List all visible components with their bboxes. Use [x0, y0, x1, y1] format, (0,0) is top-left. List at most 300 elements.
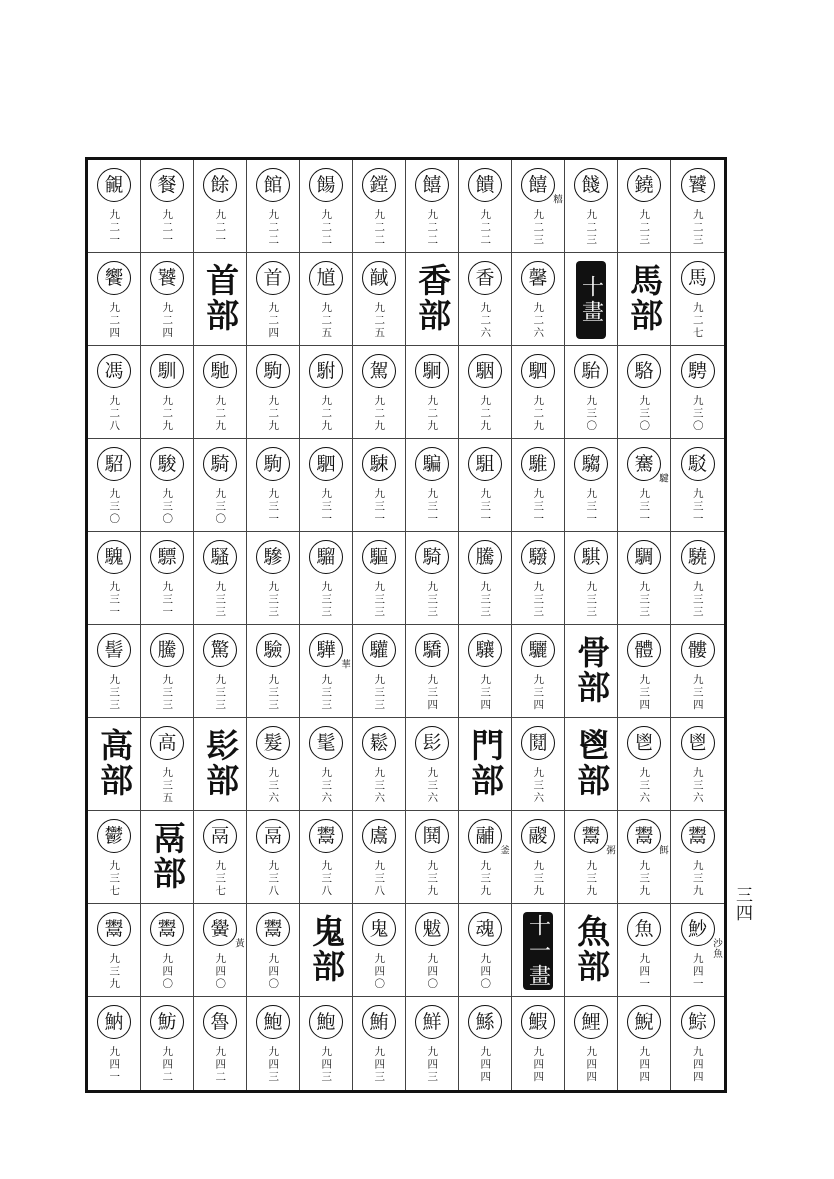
entry-page-code: 九二九	[373, 395, 386, 433]
entry-page-code: 九二九	[161, 395, 174, 433]
index-entry	[353, 997, 406, 1090]
entry-character: 鬯	[681, 726, 715, 760]
index-entry	[300, 532, 353, 625]
entry-page-code: 九三九	[585, 860, 598, 898]
index-entry	[353, 160, 406, 253]
entry-character: 覦	[97, 168, 131, 202]
entry-page-code: 九二九	[214, 395, 227, 433]
entry-page-code: 九二五	[373, 302, 386, 340]
index-entry	[618, 718, 671, 811]
stroke-count-marker	[565, 253, 618, 346]
entry-character: 駰	[468, 354, 502, 388]
entry-character: 鯮	[681, 1005, 715, 1039]
entry-page-code: 九四四	[585, 1046, 598, 1084]
entry-character: 髮	[256, 726, 290, 760]
index-grid	[88, 160, 724, 1090]
entry-page-code: 九二二	[320, 209, 333, 247]
index-entry	[671, 997, 724, 1090]
index-entry	[406, 625, 459, 718]
entry-character: 魦	[681, 912, 715, 946]
radical-header-text: 馬部	[625, 263, 665, 333]
index-entry	[88, 160, 141, 253]
entry-character: 館	[256, 168, 290, 202]
entry-character: 驗	[256, 633, 290, 667]
index-entry	[512, 160, 565, 253]
index-entry	[247, 718, 300, 811]
entry-character: 餘	[203, 168, 237, 202]
entry-character: 饎	[415, 168, 449, 202]
radical-header	[565, 625, 618, 718]
entry-character: 鏜	[362, 168, 396, 202]
index-entry	[459, 904, 512, 997]
entry-page-code: 九二六	[532, 302, 545, 340]
entry-character: 駿	[150, 447, 184, 481]
entry-page-code: 九三一	[479, 488, 492, 526]
entry-page-code: 九二三	[585, 209, 598, 247]
entry-page-code: 九三八	[320, 860, 333, 898]
index-entry	[141, 718, 194, 811]
index-entry	[618, 625, 671, 718]
index-entry	[300, 811, 353, 904]
entry-page-code: 九四一	[691, 953, 704, 991]
index-entry	[141, 625, 194, 718]
entry-page-code: 九四一	[108, 1046, 121, 1084]
index-entry	[141, 346, 194, 439]
index-entry	[247, 811, 300, 904]
entry-page-code: 九三七	[214, 860, 227, 898]
entry-page-code: 九三一	[585, 488, 598, 526]
entry-character: 騰	[150, 633, 184, 667]
entry-character: 駱	[627, 354, 661, 388]
entry-character: 鮑	[309, 1005, 343, 1039]
entry-character: 騶	[574, 447, 608, 481]
index-entry	[194, 904, 247, 997]
entry-character: 馮	[97, 354, 131, 388]
radical-header	[300, 904, 353, 997]
index-entry	[671, 439, 724, 532]
entry-page-code: 九三三	[267, 674, 280, 712]
entry-character: 騎	[415, 540, 449, 574]
index-entry	[406, 718, 459, 811]
radical-header-text: 髟部	[201, 728, 241, 798]
entry-character: 駉	[415, 354, 449, 388]
entry-page-code: 九三三	[320, 674, 333, 712]
entry-character: 鬻	[309, 819, 343, 853]
entry-character: 鬩	[521, 726, 555, 760]
entry-note: 沙魚	[711, 938, 722, 959]
entry-character: 餐	[150, 168, 184, 202]
radical-header-text: 骨部	[572, 635, 612, 705]
stroke-count-text: 十畫	[576, 261, 606, 339]
entry-character: 駘	[574, 354, 608, 388]
index-entry	[353, 439, 406, 532]
entry-page-code: 九四〇	[373, 953, 386, 991]
entry-page-code: 九二二	[426, 209, 439, 247]
entry-character: 騮	[309, 540, 343, 574]
entry-page-code: 九三四	[426, 674, 439, 712]
entry-page-code: 九二四	[161, 302, 174, 340]
index-entry	[512, 811, 565, 904]
entry-character: 體	[627, 633, 661, 667]
entry-character: 鰕	[521, 1005, 555, 1039]
entry-character: 鬻	[256, 912, 290, 946]
index-entry	[141, 439, 194, 532]
index-entry	[512, 346, 565, 439]
index-entry	[459, 625, 512, 718]
entry-page-code: 九二九	[479, 395, 492, 433]
entry-character: 駕	[362, 354, 396, 388]
entry-character: 鬻	[627, 819, 661, 853]
entry-page-code: 九四三	[267, 1046, 280, 1084]
entry-character: 饎	[521, 168, 555, 202]
index-entry	[353, 532, 406, 625]
entry-page-code: 九四三	[320, 1046, 333, 1084]
index-entry	[194, 625, 247, 718]
entry-page-code: 九二八	[108, 395, 121, 433]
index-entry	[194, 160, 247, 253]
entry-page-code: 九四〇	[214, 953, 227, 991]
entry-page-code: 九三四	[691, 674, 704, 712]
entry-character: 髦	[309, 726, 343, 760]
entry-page-code: 九三八	[267, 860, 280, 898]
entry-page-code: 九三一	[161, 581, 174, 619]
entry-page-code: 九三〇	[108, 488, 121, 526]
entry-character: 鬲	[203, 819, 237, 853]
entry-character: 饕	[681, 168, 715, 202]
radical-header	[565, 718, 618, 811]
index-entry	[406, 532, 459, 625]
entry-page-code: 九三六	[373, 767, 386, 805]
index-entry	[459, 811, 512, 904]
entry-page-code: 九二一	[108, 209, 121, 247]
entry-page-code: 九二二	[479, 209, 492, 247]
index-entry	[671, 253, 724, 346]
index-entry	[459, 532, 512, 625]
entry-page-code: 九三三	[108, 674, 121, 712]
entry-note: 餌	[657, 845, 668, 856]
entry-character: 駁	[681, 447, 715, 481]
index-entry	[300, 997, 353, 1090]
entry-page-code: 九四二	[214, 1046, 227, 1084]
index-entry	[459, 253, 512, 346]
entry-character: 駔	[468, 447, 502, 481]
entry-character: 饋	[468, 168, 502, 202]
entry-page-code: 九三五	[161, 767, 174, 805]
entry-page-code: 九二四	[108, 302, 121, 340]
entry-character: 馴	[150, 354, 184, 388]
entry-character: 驪	[521, 633, 555, 667]
radical-header-text: 香部	[413, 263, 453, 333]
entry-page-code: 九二六	[479, 302, 492, 340]
entry-page-code: 九三九	[638, 860, 651, 898]
entry-page-code: 九三六	[320, 767, 333, 805]
entry-page-code: 九二二	[267, 209, 280, 247]
index-entry	[88, 997, 141, 1090]
index-entry	[247, 439, 300, 532]
entry-page-code: 九四二	[161, 1046, 174, 1084]
entry-character: 鬻	[150, 912, 184, 946]
entry-character: 駒	[256, 447, 290, 481]
index-entry	[247, 253, 300, 346]
entry-character: 鐃	[627, 168, 661, 202]
entry-character: 香	[468, 261, 502, 295]
entry-page-code: 九三三	[320, 581, 333, 619]
index-entry	[406, 439, 459, 532]
entry-page-code: 九四四	[638, 1046, 651, 1084]
entry-character: 鯀	[468, 1005, 502, 1039]
entry-page-code: 九三六	[691, 767, 704, 805]
entry-page-code: 九三九	[479, 860, 492, 898]
index-entry	[247, 346, 300, 439]
entry-character: 鬲	[256, 819, 290, 853]
index-entry	[459, 439, 512, 532]
entry-page-code: 九三一	[426, 488, 439, 526]
index-entry	[565, 811, 618, 904]
entry-character: 鬆	[362, 726, 396, 760]
entry-page-code: 九三三	[373, 674, 386, 712]
index-entry	[565, 997, 618, 1090]
index-entry	[194, 439, 247, 532]
index-entry	[459, 997, 512, 1090]
index-entry	[512, 997, 565, 1090]
entry-page-code: 九三三	[585, 581, 598, 619]
radical-header	[565, 904, 618, 997]
entry-character: 騫	[627, 447, 661, 481]
index-entry	[512, 253, 565, 346]
index-entry	[88, 253, 141, 346]
entry-character: 黌	[203, 912, 237, 946]
index-entry	[88, 532, 141, 625]
entry-character: 鬼	[362, 912, 396, 946]
entry-character: 魯	[203, 1005, 237, 1039]
entry-page-code: 九三一	[638, 488, 651, 526]
entry-character: 鮪	[362, 1005, 396, 1039]
entry-page-code: 九三八	[373, 860, 386, 898]
index-entry	[194, 346, 247, 439]
entry-character: 駟	[521, 354, 555, 388]
entry-page-code: 九三一	[691, 488, 704, 526]
entry-note: 騝	[657, 473, 668, 484]
entry-character: 鬯	[627, 726, 661, 760]
entry-character: 驕	[415, 633, 449, 667]
radical-header-text: 鬲部	[148, 821, 188, 891]
entry-character: 魂	[468, 912, 502, 946]
entry-page-code: 九四三	[426, 1046, 439, 1084]
entry-character: 魶	[97, 1005, 131, 1039]
entry-page-code: 九二一	[214, 209, 227, 247]
index-entry	[512, 439, 565, 532]
radical-header	[141, 811, 194, 904]
entry-character: 騩	[97, 540, 131, 574]
index-entry	[565, 346, 618, 439]
entry-page-code: 九四〇	[267, 953, 280, 991]
entry-page-code: 九三四	[532, 674, 545, 712]
index-entry	[194, 997, 247, 1090]
entry-page-code: 九三九	[532, 860, 545, 898]
index-entry	[194, 532, 247, 625]
radical-header	[88, 718, 141, 811]
index-entry	[406, 811, 459, 904]
entry-page-code: 九三一	[320, 488, 333, 526]
entry-character: 騆	[627, 540, 661, 574]
entry-page-code: 九三三	[373, 581, 386, 619]
index-entry	[671, 532, 724, 625]
entry-page-code: 九二七	[691, 302, 704, 340]
entry-character: 馗	[309, 261, 343, 295]
entry-page-code: 九三〇	[585, 395, 598, 433]
index-entry	[300, 718, 353, 811]
entry-page-code: 九三四	[479, 674, 492, 712]
entry-character: 饗	[97, 261, 131, 295]
entry-character: 駒	[256, 354, 290, 388]
index-entry	[671, 718, 724, 811]
index-entry	[618, 811, 671, 904]
entry-page-code: 九四三	[373, 1046, 386, 1084]
entry-character: 馳	[203, 354, 237, 388]
index-entry	[512, 532, 565, 625]
entry-character: 饕	[150, 261, 184, 295]
index-entry	[300, 439, 353, 532]
index-entry	[141, 532, 194, 625]
page-number: 三四	[732, 886, 752, 922]
entry-note: 糦	[551, 194, 562, 205]
entry-page-code: 九二九	[532, 395, 545, 433]
index-entry	[247, 160, 300, 253]
radical-header	[406, 253, 459, 346]
index-entry	[618, 532, 671, 625]
entry-page-code: 九三六	[267, 767, 280, 805]
entry-character: 鬨	[415, 819, 449, 853]
radical-header	[459, 718, 512, 811]
index-entry	[300, 160, 353, 253]
entry-page-code: 九二九	[426, 395, 439, 433]
entry-page-code: 九二三	[532, 209, 545, 247]
index-entry	[671, 346, 724, 439]
index-entry	[141, 160, 194, 253]
entry-page-code: 九三九	[691, 860, 704, 898]
entry-character: 鬻	[97, 912, 131, 946]
entry-page-code: 九三三	[691, 581, 704, 619]
index-entry	[353, 718, 406, 811]
entry-page-code: 九三七	[108, 860, 121, 898]
index-entry	[671, 811, 724, 904]
entry-character: 騎	[203, 447, 237, 481]
entry-page-code: 九三一	[532, 488, 545, 526]
entry-page-code: 九三〇	[214, 488, 227, 526]
index-table	[85, 157, 727, 1093]
index-entry	[88, 346, 141, 439]
entry-page-code: 九三九	[108, 953, 121, 991]
index-entry	[618, 997, 671, 1090]
index-entry	[194, 811, 247, 904]
entry-character: 騅	[521, 447, 555, 481]
entry-page-code: 九二三	[691, 209, 704, 247]
entry-character: 魃	[415, 912, 449, 946]
index-entry	[300, 253, 353, 346]
radical-header-text: 鬼部	[307, 914, 347, 984]
entry-character: 鬷	[521, 819, 555, 853]
entry-page-code: 九二五	[320, 302, 333, 340]
entry-page-code: 九三三	[161, 674, 174, 712]
entry-page-code: 九三三	[214, 674, 227, 712]
entry-page-code: 九三六	[638, 767, 651, 805]
entry-character: 騙	[415, 447, 449, 481]
index-entry	[671, 904, 724, 997]
entry-character: 馘	[362, 261, 396, 295]
index-entry	[141, 253, 194, 346]
radical-header-text: 魚部	[572, 914, 612, 984]
radical-header-text: 鬯部	[572, 728, 612, 798]
index-entry	[300, 625, 353, 718]
index-entry	[459, 346, 512, 439]
entry-page-code: 九三〇	[691, 395, 704, 433]
stroke-count-marker	[512, 904, 565, 997]
stroke-count-text: 十一畫	[523, 912, 553, 990]
entry-character: 髻	[97, 633, 131, 667]
entry-page-code: 九三三	[267, 581, 280, 619]
entry-page-code: 九三三	[426, 581, 439, 619]
entry-character: 高	[150, 726, 184, 760]
entry-page-code: 九四〇	[161, 953, 174, 991]
entry-character: 鬻	[574, 819, 608, 853]
entry-page-code: 九四四	[532, 1046, 545, 1084]
entry-character: 騁	[681, 354, 715, 388]
index-entry	[512, 625, 565, 718]
entry-page-code: 九二三	[638, 209, 651, 247]
entry-character: 鮮	[415, 1005, 449, 1039]
radical-header-text: 高部	[95, 728, 135, 798]
index-entry	[406, 997, 459, 1090]
index-entry	[247, 904, 300, 997]
index-entry	[247, 997, 300, 1090]
entry-character: 驅	[362, 540, 396, 574]
entry-character: 騰	[468, 540, 502, 574]
radical-header-text: 門部	[466, 728, 506, 798]
entry-page-code: 九三六	[532, 767, 545, 805]
entry-character: 騏	[574, 540, 608, 574]
index-entry	[565, 439, 618, 532]
index-entry	[406, 346, 459, 439]
entry-page-code: 九二一	[161, 209, 174, 247]
entry-character: 鬻	[681, 819, 715, 853]
index-entry	[618, 904, 671, 997]
entry-character: 馨	[521, 261, 555, 295]
entry-page-code: 九三一	[267, 488, 280, 526]
entry-character: 驊	[309, 633, 343, 667]
entry-page-code: 九三六	[426, 767, 439, 805]
index-entry	[141, 997, 194, 1090]
index-entry	[671, 160, 724, 253]
entry-page-code: 九三一	[108, 581, 121, 619]
entry-character: 驋	[521, 540, 555, 574]
index-entry	[88, 811, 141, 904]
entry-character: 鬴	[468, 819, 502, 853]
index-entry	[512, 718, 565, 811]
index-entry	[88, 625, 141, 718]
entry-page-code: 九三〇	[638, 395, 651, 433]
radical-header	[194, 253, 247, 346]
index-entry	[618, 439, 671, 532]
entry-character: 驤	[468, 633, 502, 667]
entry-character: 騷	[203, 540, 237, 574]
entry-character: 髟	[415, 726, 449, 760]
entry-page-code: 九四〇	[426, 953, 439, 991]
entry-character: 鯉	[574, 1005, 608, 1039]
entry-character: 驂	[256, 540, 290, 574]
entry-character: 駋	[97, 447, 131, 481]
entry-page-code: 九三一	[373, 488, 386, 526]
index-entry	[88, 439, 141, 532]
